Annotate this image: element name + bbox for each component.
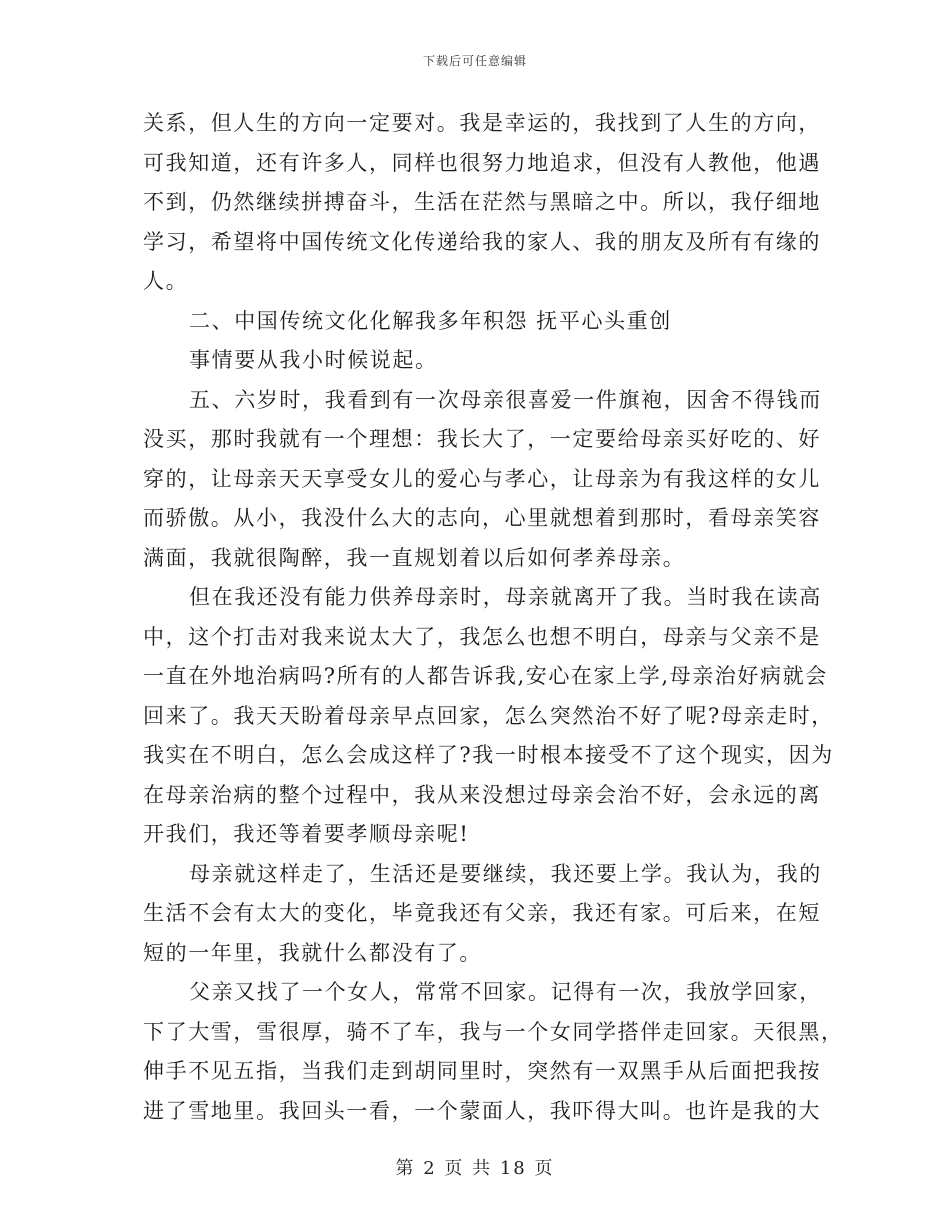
text-line: 我实在不明白，怎么会成这样了?我一时根本接受不了这个现实，因为 (143, 743, 834, 767)
text-line: 人。 (143, 269, 189, 293)
text-line: 生活不会有太大的变化，毕竟我还有父亲，我还有家。可后来，在短 (143, 901, 821, 925)
text-line: 但在我还没有能力供养母亲时，母亲就离开了我。当时我在读高 (189, 585, 822, 609)
text-line: 伸手不见五指，当我们走到胡同里时，突然有一双黑手从后面把我按 (143, 1059, 821, 1083)
text-line: 事情要从我小时候说起。 (189, 348, 438, 372)
text-line: 学习，希望将中国传统文化传递给我的家人、我的朋友及所有有缘的 (143, 229, 821, 254)
document-body (143, 104, 844, 1131)
text-line: 满面，我就很陶醉，我一直规划着以后如何孝养母亲。 (143, 545, 686, 570)
text-line: 一直在外地治病吗?所有的人都告诉我,安心在家上学,母亲治好病就会 (143, 664, 828, 688)
text-line: 父亲又找了一个女人，常常不回家。记得有一次，我放学回家， (189, 980, 822, 1004)
page-number: 第 2 页 共 18 页 (395, 1158, 555, 1179)
text-line: 母亲就这样走了，生活还是要继续，我还要上学。我认为，我的 (189, 861, 822, 886)
text-line: 下了大雪，雪很厚，骑不了车，我与一个女同学搭伴走回家。天很黑， (143, 1019, 844, 1044)
text-line: 可我知道，还有许多人，同样也很努力地追求，但没有人教他，他遇 (143, 150, 821, 175)
text-line: 没买，那时我就有一个理想：我长大了，一定要给母亲买好吃的、好 (143, 427, 821, 451)
text-line: 不到，仍然继续拼搏奋斗，生活在茫然与黑暗之中。所以，我仔细地 (143, 190, 821, 214)
section-heading: 二、中国传统文化化解我多年积怨 抚平心头重创 (189, 308, 672, 333)
text-line: 进了雪地里。我回头一看，一个蒙面人，我吓得大叫。也许是我的大 (143, 1098, 821, 1123)
text-line: 而骄傲。从小，我没什么大的志向，心里就想着到那时，看母亲笑容 (143, 506, 821, 530)
text-line: 中，这个打击对我来说太大了，我怎么也想不明白，母亲与父亲不是 (143, 624, 821, 649)
text-line: 穿的，让母亲天天享受女儿的爱心与孝心，让母亲为有我这样的女儿 (143, 466, 821, 491)
text-line: 开我们，我还等着要孝顺母亲呢! (143, 822, 470, 846)
text-line: 关系，但人生的方向一定要对。我是幸运的，我找到了人生的方向， (143, 111, 821, 135)
page-header: 下载后可任意编辑 (422, 54, 527, 68)
text-line: 五、六岁时，我看到有一次母亲很喜爱一件旗袍，因舍不得钱而 (189, 387, 822, 412)
text-line: 在母亲治病的整个过程中，我从来没想过母亲会治不好，会永远的离 (143, 782, 821, 807)
text-line: 短的一年里，我就什么都没有了。 (143, 940, 482, 965)
text-line: 回来了。我天天盼着母亲早点回家，怎么突然治不好了呢?母亲走时， (143, 703, 834, 728)
